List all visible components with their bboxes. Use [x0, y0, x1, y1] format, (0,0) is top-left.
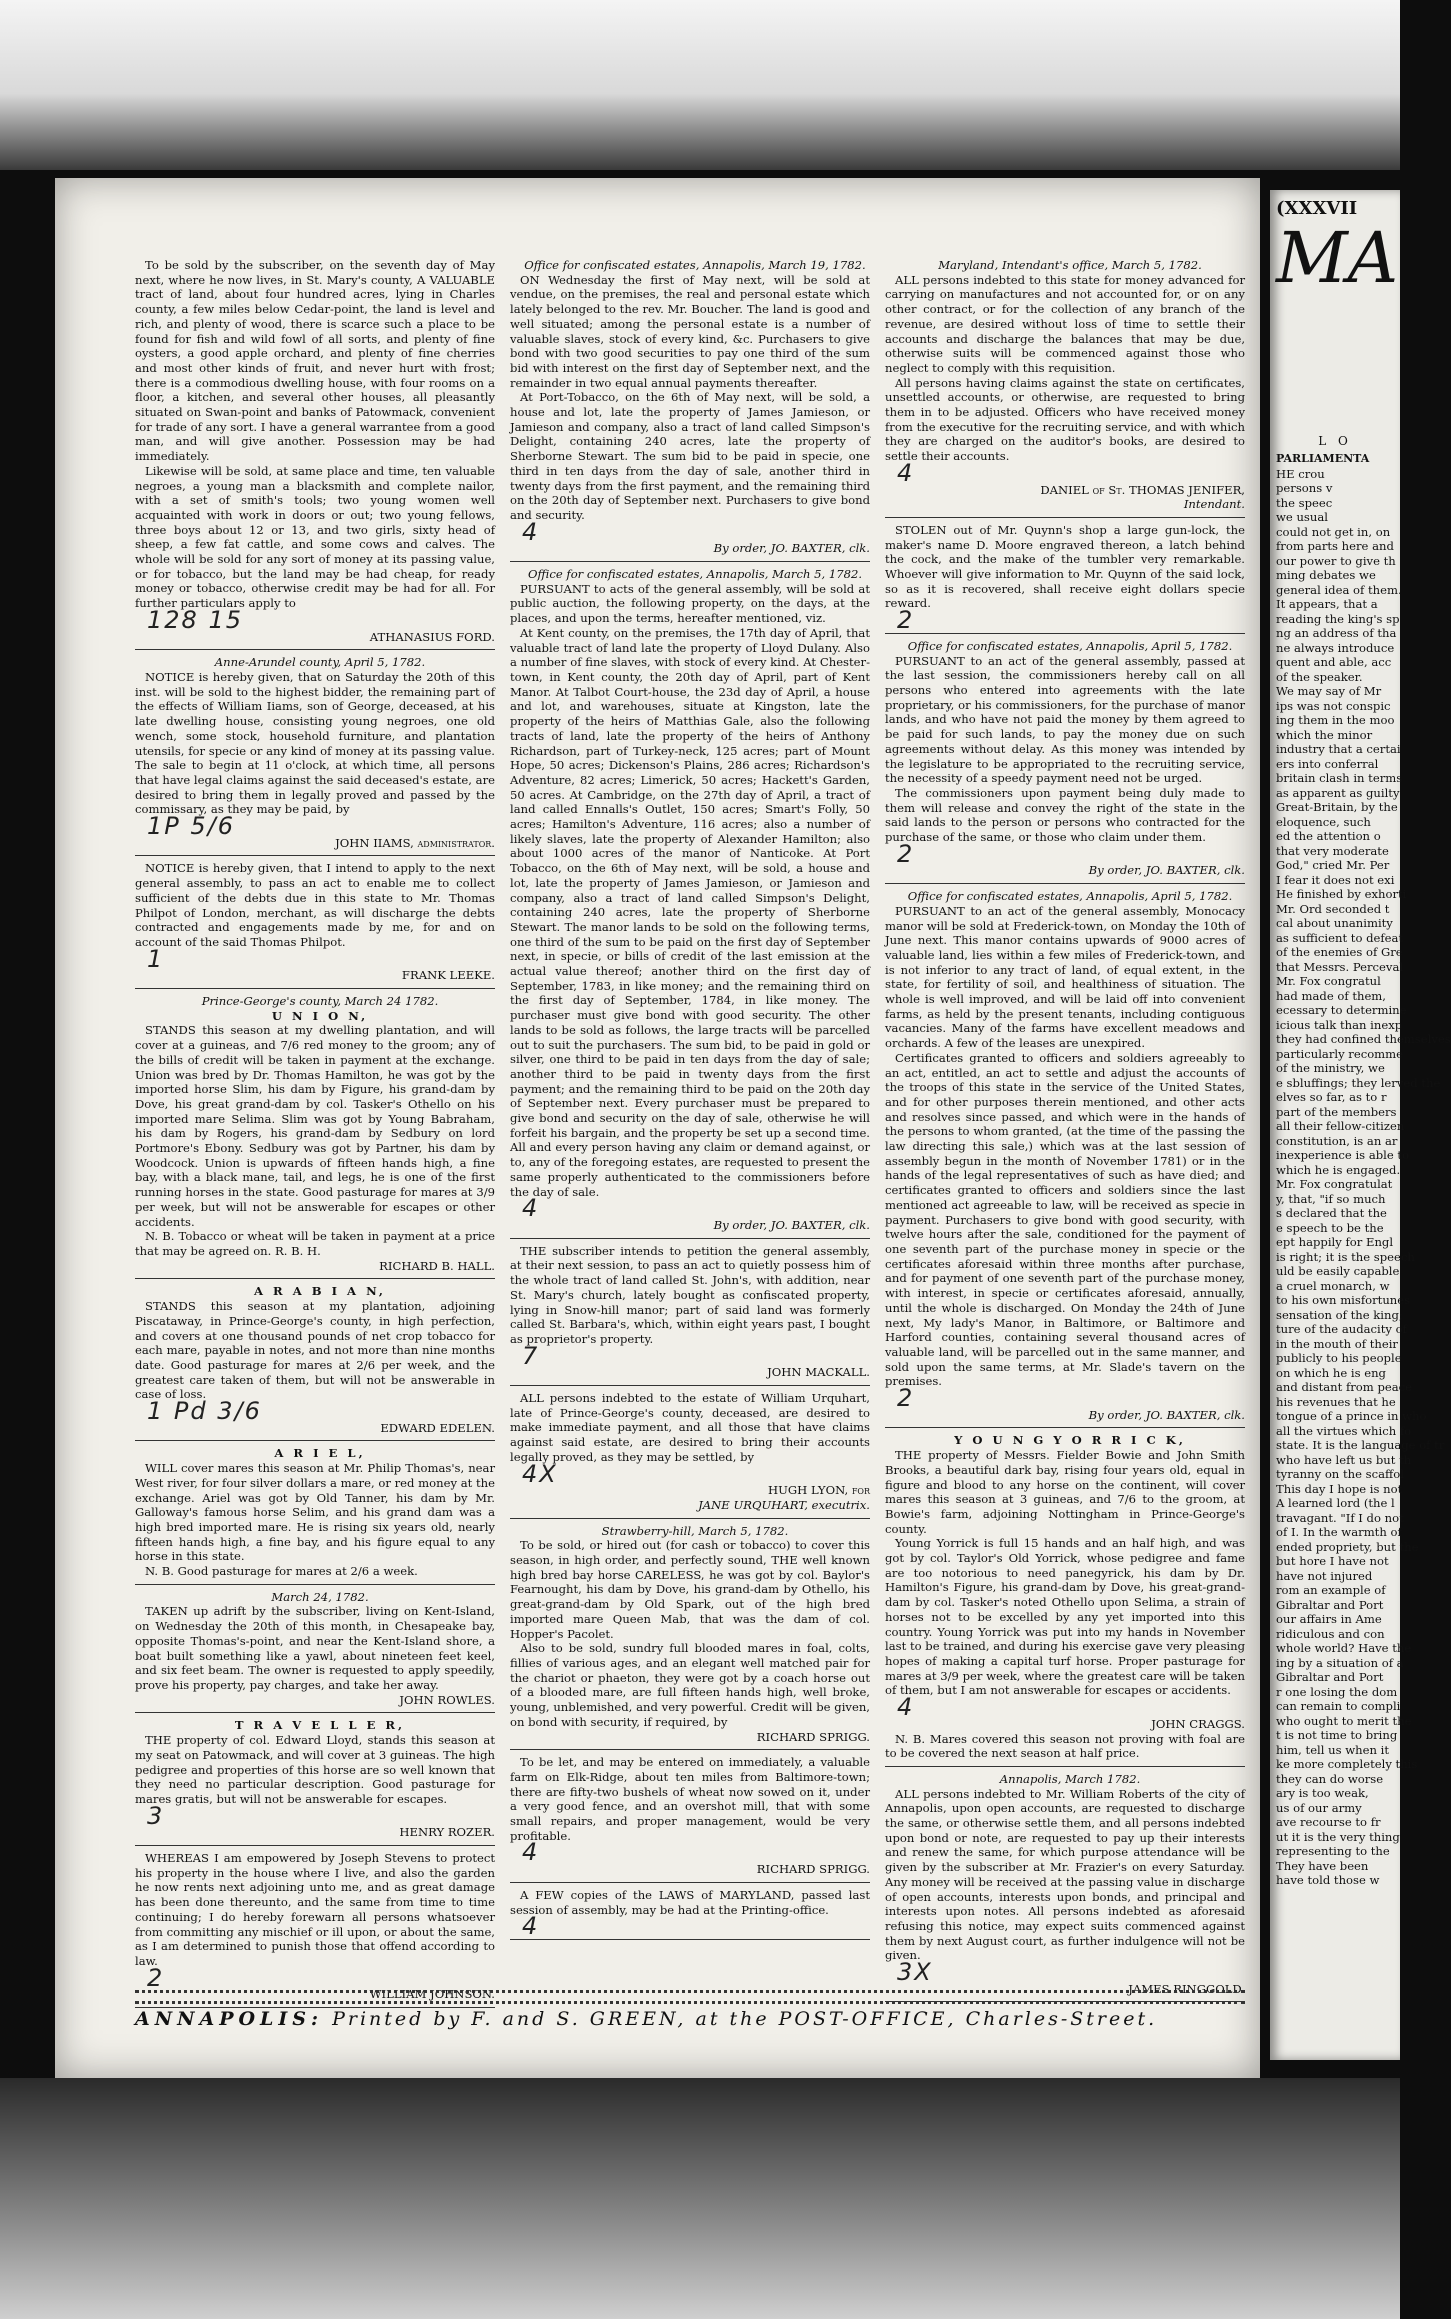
facing-page-line: Mr. Ord seconded t: [1276, 901, 1390, 916]
facing-page-line: the speec: [1276, 495, 1333, 510]
ad-heading: T R A V E L L E R,: [234, 1718, 406, 1733]
handwritten-note: 4: [522, 1912, 540, 1941]
facing-page-line: of the enemies of Gre: [1276, 945, 1403, 959]
ad-body: A FEW copies of the LAWS of MARYLAND, passed last session of assembly, may be had at the Printing-office.: [510, 1887, 870, 1917]
column-rule: [135, 855, 495, 856]
ad-body: PURSUANT to an act of the general assembly, passed at the last session, the commissioners hereby call on all persons who entered into agreements with the late proprietary, or his commissioners, for the purchase of manor lands, and who have not paid the money by them agreed to be paid for such lands, to pay the money due on such agreements without delay. As this money was intended by the legislature to be appropriated to the recruiting service, the necessity of a speedy payment need not be urged.: [885, 653, 1245, 786]
facing-page-line: industry that a certai: [1276, 742, 1401, 756]
facing-page-line: reading the king's sp: [1276, 611, 1400, 626]
facing-page-line: cal about unanimity: [1276, 916, 1393, 930]
facing-page-section: L O: [1318, 434, 1352, 448]
advertisement: [135, 258, 495, 644]
ad-body: NOTICE is hereby given, that on Saturday the 20th of this inst. will be sold to the highest bidder, the remaining part of the effects of William Iiams, son of George, deceased, at his late dwelling house, consisting young negroes, one old wench, some stock, household furniture, and plantation utensils, for specie or any kind of money at its passing value. The sale to begin at 11 o'clock, at which time, all persons that have legal claims against the said deceased's estate, are desired to bring them in legally proved and passed by the commissary, as they may be paid, by: [135, 669, 495, 817]
column-rule: [135, 1845, 495, 1846]
advertisement: [135, 994, 495, 1273]
ad-subscript: JANE URQUHART, executrix.: [698, 1497, 870, 1512]
ad-body-continued: N. B. Good pasturage for mares at 2/6 a week.: [145, 1564, 418, 1579]
column-rule: [135, 649, 495, 650]
facing-page-column: [1270, 420, 1451, 1888]
ad-subscript: By order, JO. BAXTER, clk.: [713, 1218, 870, 1232]
facing-page-line: icious talk than inexp: [1276, 1017, 1403, 1032]
imprint-text: Printed by F. and S. GREEN, at the POST-OFFICE, Charles-Street.: [332, 2008, 1158, 2030]
handwritten-note: 2: [897, 606, 915, 635]
ad-dateline: Annapolis, March 1782.: [999, 1771, 1141, 1786]
ad-heading: A R I E L,: [274, 1446, 366, 1461]
facing-page-line: to his own misfortunes: [1276, 1293, 1411, 1307]
facing-page-line: ridiculous and con: [1276, 1626, 1385, 1641]
advertisement: [135, 1446, 495, 1578]
handwritten-note: 1 Pd 3/6: [147, 1397, 262, 1426]
column-2: [510, 258, 870, 1983]
ad-signature: RICHARD SPRIGG.: [756, 1862, 870, 1877]
ad-heading: Y O U N G Y O R R I C K,: [954, 1433, 1186, 1448]
newspaper-page: [55, 178, 1260, 2078]
handwritten-note: 4: [522, 1194, 540, 1223]
column-rule: [885, 517, 1245, 518]
facing-page-line: could not get in, on: [1276, 524, 1391, 539]
facing-page-line: which the minor: [1276, 727, 1373, 742]
ad-signature: FRANK LEEKE.: [401, 968, 495, 983]
facing-page-line: that very moderate: [1276, 843, 1389, 858]
facing-page-line: of the ministry, we: [1276, 1061, 1385, 1075]
facing-page-line: have told those w: [1276, 1873, 1380, 1887]
facing-page-line: e speech to be the: [1276, 1220, 1384, 1235]
facing-page-line: representing to the: [1276, 1844, 1390, 1858]
facing-page-line: It appears, that a: [1276, 597, 1378, 611]
facing-page-line: God," cried Mr. Per: [1276, 858, 1390, 872]
facing-page-line: his revenues that he: [1276, 1394, 1396, 1409]
facing-page-line: I fear it does not exi: [1276, 872, 1395, 887]
facing-page-line: elves so far, as to r: [1276, 1090, 1387, 1104]
facing-page-line: who have left us but th: [1276, 1452, 1412, 1467]
ad-body: THE subscriber intends to petition the general assembly, at their next session, to pass an act to quietly possess him of the whole tract of land called St. John's, with addition, near St. Mary's church, lately bought as confiscated property, lying in Snow-hill manor; part of said land was formerly called St. Barbara's, which, within eight years past, I bought as proprietor's property.: [510, 1243, 870, 1346]
facing-page-line: inexperience is able to: [1276, 1148, 1410, 1162]
ad-signature: EDWARD EDELEN.: [380, 1420, 495, 1435]
ad-body: WILL cover mares this season at Mr. Philip Thomas's, near West river, for four silver dollars a mare, or red money at the exchange. Ariel was got by Old Tanner, his dam by Mr. Galloway's famous horse Selim, and his grand dam was a high bred imported mare. He is rising six years old, nearly fifteen hands high, a fine bay, and his figure equal to any horse in this state.: [135, 1461, 495, 1564]
facing-page-line: us of our army: [1276, 1800, 1362, 1815]
handwritten-note: 3X: [897, 1958, 933, 1987]
ad-signature: HUGH LYON, for: [768, 1483, 870, 1498]
facing-page-line: is right; it is the speech: [1276, 1249, 1415, 1264]
facing-page-line: general idea of them.: [1276, 582, 1402, 597]
facing-page-line: ing them in the moo: [1276, 713, 1395, 727]
facing-page-line: publicly to his people: [1276, 1351, 1402, 1365]
ad-body: STANDS this season at my plantation, adjoining Piscataway, in Prince-George's county, in high perfection, and covers at one thousand pounds of net crop tobacco for each mare, payable in notes, and not more than nine months date. Good pasturage for mares at 2/6 per week, and the greatest care taken of them, but will not be answerable in case of loss.: [135, 1299, 495, 1402]
facing-page-line: ture of the audacity of: [1276, 1322, 1407, 1336]
column-3: [885, 258, 1245, 1996]
ad-body: NOTICE is hereby given, that I intend to apply to the next general assembly, to pass an act to enable me to collect sufficient of the debts due in this state to Mr. Thomas Philpot of London, merchant, as will discharge the debts contracted and engagements made by me, for and on account of the said Thomas Philpot.: [135, 861, 495, 949]
facing-page-line: They have been: [1276, 1858, 1369, 1873]
facing-page-number: (XXXVII: [1276, 198, 1358, 219]
ad-dateline: Maryland, Intendant's office, March 5, 1782.: [938, 258, 1202, 272]
imprint: [135, 2008, 1245, 2030]
facing-page-line: ke more completely this: [1276, 1757, 1418, 1771]
ad-body-continued: The commissioners upon payment being duly made to them will release and convey the right of the state in the said lands to the person or persons who contracted for the purchase of the same, or those who claim under them.: [885, 785, 1245, 845]
facing-page-line: constitution, is an ar: [1276, 1133, 1398, 1148]
ad-subscript: By order, JO. BAXTER, clk.: [1088, 863, 1245, 878]
facing-page-line: ed the attention o: [1276, 829, 1381, 843]
ad-body-continued: N. B. Tobacco or wheat will be taken in payment at a price that may be agreed on. R. B. H.: [135, 1229, 495, 1258]
facing-page-line: y, that, "if so much: [1276, 1191, 1386, 1206]
ad-body: STANDS this season at my dwelling plantation, and will cover at a guineas, and 7/6 red money to the groom; any of the bills of credit will be taken in payment at the exchange. Union was bred by Dr. Thomas Hamilton, he was got by the imported horse Slim, his dam by Figure, his grand-dam by Dove, his great grand-dam by col. Tasker's Othello on his imported mare Selima. Slim was got by Young Babraham, his dam by Rogers, his grand-dam by Sedbury on lord Portmore's Ebony. Sedbury was got by Partner, his dam by Woodcock. Union is upwards of fifteen hands high, a fine bay, with a black mane, tail, and legs, he is one of the first running horses in the state. Good pasturage for mares at 3/9 per week, but will not be answerable for escapes or other accidents.: [135, 1023, 495, 1229]
column-1: [135, 258, 495, 2002]
ad-signature: RICHARD SPRIGG.: [756, 1729, 870, 1744]
facing-page-line: This day I hope is not: [1276, 1481, 1403, 1496]
facing-page-line: quent and able, acc: [1276, 655, 1392, 669]
handwritten-note: 4: [897, 1693, 915, 1722]
facing-page-line: persons v: [1276, 481, 1333, 495]
ad-body: STOLEN out of Mr. Quynn's shop a large gun-lock, the maker's name D. Moore engraved thereon, a latch behind the cock, and the make of the tumbler very remarkable. Whoever will give information to Mr. Quynn of the said lock, so as it is recovered, shall receive eight dollars specie reward.: [885, 522, 1245, 611]
facing-page-line: we usual: [1276, 510, 1328, 524]
facing-page: [1270, 190, 1451, 2060]
ad-body-continued: At Kent county, on the premises, the 17th day of April, that valuable tract of land late the property of Lloyd Dulany. Also a number of fine slaves, with stock of every kind. At Chester-town, in Kent county, the 20th day of April, part of Kent Manor. At Talbot Court-house, the 23d day of April, a house and lot, and warehouses, situate at Kingston, late the property of the heirs of Matthias Gale, also the following tracts of land, late the property of the heirs of Anthony Richardson, part of Turkey-neck, 125 acres; part of Mount Hope, 50 acres; Dickenson's Plains, 286 acres; Richardson's Adventure, 82 acres; Limerick, 50 acres; Hackett's Garden, 50 acres. At Cambridge, on the 27th day of April, a tract of land called Ennalls's Outlet, 150 acres; Smart's Folly, 50 acres; Hamilton's Adventure, 116 acres; also a number of likely slaves, late the property of Alexander Hamilton; also about 1000 acres of the manor of Nanticoke. At Port Tobacco, on the 6th of May next, will be sold, a house and lot, late the property of James Jamieson, or Jamieson and company, also a tract of land called Simpson's Delight, containing 240 acres, late the property of Sherborne Stewart. The manor lands to be sold on the following terms, one third of the sum to be paid on the first day of September next, in specie, or bills of credit of the last emission at the actual value thereof; another third on the first day of September, 1783, in like money; and the remaining third on the first day of September, 1784, in like money. The purchaser must give bond with good security. The other lands to be sold as follows, the large tracts will be parcelled out to suit the purchasers. The sum bid, to be paid in gold or silver, one third to be paid in ten days from the day of sale; another third to be paid in twenty days from the first payment; and the remaining third to be paid on the 20th day of September next. Every purchaser must be prepared to give bond and security on the day of sale, otherwise he will forfeit his bargain, and the property be set up a second time. All and every person having any claim or demand against, or to, any of the foregoing estates, are requested to present the same properly authenticated to the commissioners before the day of sale.: [510, 625, 870, 1199]
advertisement: [885, 889, 1245, 1422]
facing-page-line: that Messrs. Perceval: [1276, 959, 1404, 974]
facing-page-line: can remain to compli: [1276, 1699, 1401, 1713]
facing-page-line: Mr. Fox congratulat: [1276, 1177, 1393, 1191]
facing-page-line: but hore I have not: [1276, 1554, 1389, 1568]
handwritten-note: 1P 5/6: [147, 812, 235, 841]
facing-page-line: rom an example of: [1276, 1583, 1386, 1597]
advertisement: [135, 861, 495, 983]
handwritten-note: 7: [522, 1341, 540, 1370]
facing-page-line: Gibraltar and Port: [1276, 1670, 1384, 1684]
facing-page-line: all their fellow-citizen: [1276, 1119, 1405, 1133]
ad-dateline: Office for confiscated estates, Annapolis, April 5, 1782.: [907, 889, 1233, 904]
facing-page-line: He finished by exhorti: [1276, 887, 1407, 901]
ad-body: To be sold by the subscriber, on the seventh day of May next, where he now lives, in St. Mary's county, A VALUABLE tract of land, about four hundred acres, lying in Charles county, a few miles below Cedar-point, the land is level and rich, and plenty of wood, there is scarce such a place to be found for fish and wild fowl of all sorts, and plenty of fine oysters, a good apple orchard, and plenty of fine cherries and most other kinds of fruit, and never hurt with frost; there is a commodious dwelling house, with four rooms on a floor, a kitchen, and several other houses, all pleasantly situated on Swan-point and banks of Patowmack, convenient for trade of any sort. I have a general warrantee from a good man, and will give another. Possession may be had immediately.: [135, 258, 495, 464]
facing-page-line: particularly recomme: [1276, 1046, 1404, 1061]
ad-dateline: Prince-George's county, March 24 1782.: [201, 994, 439, 1009]
facing-page-line: ng an address of tha: [1276, 626, 1397, 640]
ad-body-continued: Also to be sold, sundry full blooded mares in foal, colts, fillies of various ages, and an elegant well matched pair for the chariot or phaeton, they were got by a coach horse out of a blooded mare, are full fifteen hands high, well broke, young, unblemished, and very powerful. Credit will be given, on bond with security, if required, by: [510, 1641, 870, 1729]
ad-dateline: Anne-Arundel county, April 5, 1782.: [214, 655, 426, 670]
facing-page-line: him, tell us when it: [1276, 1742, 1390, 1757]
facing-page-title: MA: [1276, 217, 1399, 299]
advertisement: [510, 1755, 870, 1877]
top-glare: [0, 0, 1400, 170]
bottom-shadow: [0, 2078, 1400, 2319]
ad-body-continued: At Port-Tobacco, on the 6th of May next, will be sold, a house and lot, late the property of James Jamieson, or Jamieson and company, also a tract of land called Simpson's Delight, containing 240 acres, late the property of Sherborne Stewart. The sum bid to be paid in specie, one third in ten days from the day of sale, another third in twenty days from the first payment, and the remaining third on the 20th day of September next. Purchasers to give bond and security.: [510, 390, 870, 522]
facing-page-line: ming debates we: [1276, 568, 1376, 582]
column-rule: [510, 561, 870, 562]
ad-subscript: By order, JO. BAXTER, clk.: [1088, 1407, 1245, 1422]
facing-page-line: eloquence, such: [1276, 814, 1371, 829]
advertisement: [135, 1718, 495, 1840]
ad-body: THE property of Messrs. Fielder Bowie and John Smith Brooks, a beautiful dark bay, rising four years old, equal in figure and blood to any horse on the continent, will cover mares this season at 3 guineas, and 7/6 to the groom, at Bowie's farm, adjoining Nottingham in Prince-George's county.: [885, 1448, 1245, 1536]
column-rule: [510, 1882, 870, 1883]
ad-body: ALL persons indebted to the estate of William Urquhart, late of Prince-George's county, deceased, are desired to make immediate payment, and all those that have claims against said estate, are desired to bring their accounts legally proved, as they may be settled, by: [510, 1391, 870, 1464]
facing-page-line: as sufficient to defeat: [1276, 930, 1404, 945]
ad-signature: JOHN MACKALL.: [767, 1365, 870, 1380]
ad-body: PURSUANT to an act of the general assembly, Monocacy manor will be sold at Frederick-town, on Monday the 10th of June next. This manor contains upwards of 9000 acres of valuable land, lies within a few miles of Frederick-town, and is not inferior to any tract of land, of equal extent, in the state, for fertility of soil, and healthiness of situation. The whole is well improved, and will be laid off into convenient farms, as held by the present tenants, including contiguous vacancies. Many of the farms have excellent meadows and orchards. A few of the leases are unexpired.: [885, 903, 1245, 1051]
facing-page-line: ips was not conspic: [1276, 698, 1391, 713]
ad-body: ALL persons indebted to Mr. William Roberts of the city of Annapolis, upon open accounts, are requested to discharge the same, or otherwise settle them, and all persons indebted upon bond or note, are requested to pay up their interests and renew the same, for which purpose attendance will be given by the subscriber at Mr. Frazier's on every Saturday. Any money will be received at the passing value in discharge of open accounts, interests upon bonds, and principal and interests upon notes. All persons indebted as aforesaid refusing this notice, may expect suits commenced against them by next August court, as further indulgence will not be given.: [885, 1786, 1245, 1963]
ad-body: PURSUANT to acts of the general assembly, will be sold at public auction, the following property, on the days, at the places, and upon the terms, hereafter mentioned, viz.: [510, 581, 870, 626]
facing-page-line: tongue of a prince in who: [1276, 1409, 1427, 1423]
facing-page-line: our power to give th: [1276, 553, 1396, 568]
ad-signature: JOHN IIAMS, administrator.: [335, 835, 495, 850]
advertisement: [885, 1772, 1245, 1997]
facing-page-line: from parts here and: [1276, 539, 1394, 553]
column-rule: [510, 1385, 870, 1386]
advertisement: [510, 1524, 870, 1745]
ad-dateline: Office for confiscated estates, Annapolis, March 5, 1782.: [527, 567, 863, 582]
advertisement: [510, 567, 870, 1233]
facing-page-line: they can do worse: [1276, 1771, 1384, 1786]
facing-page-line: s declared that the: [1276, 1206, 1387, 1220]
ad-subscript: Intendant.: [1183, 497, 1245, 512]
ad-signature: ATHANASIUS FORD.: [369, 629, 495, 644]
facing-page-line: part of the members: [1276, 1104, 1397, 1119]
handwritten-note: 4: [522, 1838, 540, 1867]
column-rule: [135, 1440, 495, 1441]
column-rule: [135, 1584, 495, 1585]
facing-page-line: t is not time to bring: [1276, 1728, 1398, 1742]
advertisement: [510, 1887, 870, 1941]
handwritten-note: 4: [522, 517, 540, 546]
handwritten-note: 2: [897, 1384, 915, 1413]
facing-page-line: our affairs in Ame: [1276, 1612, 1382, 1626]
advertisement: [885, 639, 1245, 878]
advertisement: [510, 1244, 870, 1380]
facing-page-line: have not injured: [1276, 1568, 1373, 1583]
ad-body: To be sold, or hired out (for cash or tobacco) to cover this season, in high order, and perfectly sound, THE well known high bred bay horse CARELESS, he was got by col. Baylor's Fearnought, his dam by Dove, his grand-dam by Othello, his great-grand-dam by Old Spark, out of the high bred imported mare Queen Mab, that was the dam of col. Hopper's Pacolet.: [510, 1538, 870, 1641]
imprint-place: ANNAPOLIS:: [135, 2008, 324, 2030]
ad-body-continued: Certificates granted to officers and soldiers agreeably to an act, entitled, an act to settle and adjust the accounts of the troops of this state in the service of the United States, and for other purposes therein mentioned, and other acts and resolves since passed, and which were in the hands of the persons to whom granted, (at the time of the passing the law directing this sale,) which was at the last session of assembly begun in the month of November 1781) or in the hands of the legal representatives of such as have died; and certificates granted to officers and soldiers since the last mentioned act agreeable to law, will be received as specie in payment. Purchasers to give bond with good security, with twelve hours after the sale, conditioned for the payment of one seventh part of the purchase money in specie or the certificates aforesaid within three months after purchase, and for payment of one seventh part of the purchase money, with interest, in specie or certificates aforesaid, annually, until the whole is discharged. On Monday the 24th of June next, My lady's Manor, in Baltimore, or Baltimore and Harford counties, containing several thousand acres of valuable land, will be parcelled out in the same manner, and sold upon the same terms, at Mr. Slade's tavern on the premises.: [885, 1050, 1245, 1389]
ad-note: N. B. Mares covered this season not proving with foal are to be covered the next season at half price.: [885, 1731, 1245, 1761]
facing-page-line: whole world? Have the: [1276, 1641, 1412, 1655]
facing-page-line: e sbluffings; they lerved the: [1276, 1075, 1441, 1090]
facing-page-line: ecessary to determine: [1276, 1003, 1407, 1017]
ad-body: WHEREAS I am empowered by Joseph Stevens to protect his property in the house where I live, and also the garden he now rents next adjoining unto me, and as great damage has been done thereunto, and the same from time to time continuing; I do hereby forewarn all persons whatsoever from committing any mischief or ill upon, or about the same, as I am determined to punish those that offend according to law.: [135, 1851, 495, 1968]
facing-page-line: of the speaker.: [1276, 669, 1363, 684]
ornament-rule: [135, 1990, 1245, 2004]
facing-page-line: We may say of Mr: [1276, 684, 1382, 698]
facing-page-line: ept happily for Engl: [1276, 1235, 1394, 1249]
advertisement: [135, 1284, 495, 1435]
column-rule: [510, 1939, 870, 1940]
handwritten-note: 4: [897, 458, 915, 487]
column-rule: [135, 988, 495, 989]
facing-page-line: state. It is the language of tr: [1276, 1438, 1445, 1452]
advertisement: [510, 258, 870, 556]
facing-page-line: on which he is eng: [1276, 1365, 1386, 1380]
ad-body: ON Wednesday the first of May next, will be sold at vendue, on the premises, the real and personal estate which lately belonged to the rev. Mr. Boucher. The land is good and well situated; among the personal estate is a number of valuable slaves, stock of every kind, &c. Purchasers to give bond with two good securities to pay one third of the sum bid with interest on the first day of September next, and the remainder in two equal annual payments thereafter.: [510, 272, 870, 390]
facing-page-line: and distant from peace: [1276, 1380, 1412, 1394]
advertisement: [135, 655, 495, 850]
ad-signature: JOHN ROWLES.: [399, 1692, 495, 1707]
facing-page-line: Great-Britain, by the: [1276, 800, 1398, 814]
facing-page-line: ers into conferral: [1276, 756, 1379, 771]
column-rule: [510, 1749, 870, 1750]
handwritten-note: 2: [147, 1963, 165, 1992]
ad-body: TAKEN up adrift by the subscriber, living on Kent-Island, on Wednesday the 20th of this month, in Chesapeake bay, opposite Thomas's-point, and near the Kent-Island shore, a boat built something like a yawl, about nineteen feet keel, and six feet beam. The owner is requested to apply speedily, prove his property, pay charges, and take her away.: [135, 1604, 495, 1692]
facing-page-subsection: PARLIAMENTA: [1276, 452, 1370, 465]
column-rule: [885, 883, 1245, 884]
facing-page-line: ut it is the very thing: [1276, 1829, 1400, 1844]
facing-page-line: sensation of the king;: [1276, 1307, 1403, 1322]
ad-signature: RICHARD B. HALL.: [379, 1258, 495, 1273]
facing-page-line: HE crou: [1276, 466, 1325, 481]
facing-page-line: in the mouth of their: [1276, 1336, 1398, 1351]
column-rule: [885, 633, 1245, 634]
facing-page-line: of I. In the warmth of: [1276, 1525, 1402, 1539]
ad-dateline: Office for confiscated estates, Annapolis, April 5, 1782.: [907, 638, 1233, 653]
facing-page-line: all the virtues which fo: [1276, 1423, 1412, 1438]
advertisement: [510, 1391, 870, 1513]
handwritten-note: 3: [147, 1801, 165, 1830]
column-rule: [510, 1518, 870, 1519]
facing-page-line: ing by a situation of a: [1276, 1655, 1404, 1670]
handwritten-note: 1: [147, 944, 165, 973]
facing-page-line: r one losing the dom: [1276, 1684, 1398, 1699]
handwritten-note: 4X: [522, 1459, 558, 1488]
ad-signature: WILLIAM JOHNSON.: [369, 1987, 495, 2002]
handwritten-note: 2: [897, 839, 915, 868]
facing-page-line: A learned lord (the l: [1276, 1496, 1395, 1510]
column-rule: [510, 1238, 870, 1239]
handwritten-note: 128 15: [147, 605, 243, 634]
ad-body: To be let, and may be entered on immediately, a valuable farm on Elk-Ridge, about ten miles from Baltimore-town; there are fifty-two bushels of wheat now sowed on it, under a very good fence, and an overshot mill, that with some small repairs, and proper management, would be very profitable.: [510, 1755, 870, 1843]
ad-body-continued: All persons having claims against the state on certificates, unsettled accounts, or otherwise, are requested to bring them in to be adjusted. Officers who have received money from the executive for the recruiting service, and with which they are charged on the auditor's books, are desired to settle their accounts.: [885, 375, 1245, 464]
facing-page-line: tyranny on the scaffol: [1276, 1467, 1404, 1481]
facing-page-line: as apparent as guilty: [1276, 785, 1400, 800]
column-rule: [135, 1278, 495, 1279]
facing-page-line: which he is engaged.: [1276, 1162, 1401, 1177]
ad-body: THE property of col. Edward Lloyd, stands this season at my seat on Patowmack, and will cover at 3 guineas. The high pedigree and properties of this horse are so well known that they need no particular description. Good pasturage for mares gratis, but will not be answerable for escapes.: [135, 1733, 495, 1806]
ad-subscript: By order, JO. BAXTER, clk.: [713, 541, 870, 556]
facing-page-line: a cruel monarch, w: [1276, 1278, 1390, 1293]
ad-heading: A R A B I A N,: [254, 1284, 386, 1299]
ad-dateline: Office for confiscated estates, Annapolis, March 19, 1782.: [524, 258, 866, 272]
ad-body-continued: Likewise will be sold, at same place and time, ten valuable negroes, a young man a blacksmith and complete nailor, with a set of smith's tools; two young women well acquainted with work in doors or out; two young fellows, three boys about 12 or 13, and two girls, sixty head of sheep, a few fat cattle, and some cows and calves. The whole will be sold for any sort of money at its passing value, or for tobacco, but the land may be had cheap, for ready money or tobacco, otherwise credit may be had for all. For further particulars apply to: [135, 463, 495, 611]
facing-page-line: ne always introduce: [1276, 640, 1395, 655]
ad-signature: HENRY ROZER.: [399, 1825, 495, 1840]
ad-heading: U N I O N,: [271, 1008, 369, 1023]
ad-signature: JAMES RINGGOLD.: [1128, 1981, 1245, 1996]
advertisement: [885, 258, 1245, 512]
facing-page-line: uld be easily capable: [1276, 1264, 1400, 1278]
advertisement: [885, 522, 1245, 635]
column-rule: [885, 1766, 1245, 1767]
facing-page-line: ary is too weak,: [1276, 1786, 1369, 1800]
facing-page-line: britain clash in terms: [1276, 771, 1403, 785]
column-rule: [135, 1712, 495, 1713]
facing-page-line: they had confined themselves: [1276, 1032, 1451, 1046]
column-rule: [885, 1427, 1245, 1428]
advertisement: [135, 1590, 495, 1708]
facing-page-line: had made of them,: [1276, 988, 1386, 1003]
facing-page-line: Gibraltar and Port: [1276, 1597, 1384, 1612]
ad-signature: DANIEL of St. THOMAS JENIFER,: [1040, 482, 1245, 497]
ad-dateline: Strawberry-hill, March 5, 1782.: [601, 1523, 789, 1538]
ad-body: ALL persons indebted to this state for money advanced for carrying on manufactures and not accounted for, or on any other contract, or for the collection of any branch of the revenue, are desired without loss of time to settle their accounts and discharge the balances that may be due, otherwise suits will be commenced against those who neglect to comply with this requisition.: [885, 272, 1245, 375]
facing-page-line: travagant. "If I do not: [1276, 1510, 1404, 1525]
facing-page-line: ave recourse to fr: [1276, 1815, 1381, 1829]
ad-body-continued: Young Yorrick is full 15 hands and an half high, and was got by col. Taylor's Old Yorrick, whose pedigree and fame are too notorious to need panegyrick, his dam by Dr. Hamilton's Figure, his grand-dam by Dove, his great-grand-dam by col. Tasker's noted Othello upon Selima, a strain of horses not to be excelled by any yet imported into this country. Young Yorrick was put into my hands in November last to be trained, and during his exercise gave very pleasing hopes of making a capital turf horse. Proper pasturage for mares at 3/9 per week, where the greatest care will be taken of them, but I am not answerable for escapes or accidents.: [885, 1536, 1245, 1698]
ad-dateline: March 24, 1782.: [271, 1589, 369, 1604]
ad-signature: JOHN CRAGGS.: [1151, 1716, 1245, 1731]
facing-page-lines: [1270, 466, 1451, 1888]
facing-page-line: who ought to merit the: [1276, 1713, 1412, 1728]
facing-page-line: Mr. Fox congratul: [1276, 974, 1381, 988]
advertisement: [885, 1433, 1245, 1760]
facing-page-line: ended propriety, but the: [1276, 1539, 1419, 1554]
advertisement: [135, 1851, 495, 2002]
